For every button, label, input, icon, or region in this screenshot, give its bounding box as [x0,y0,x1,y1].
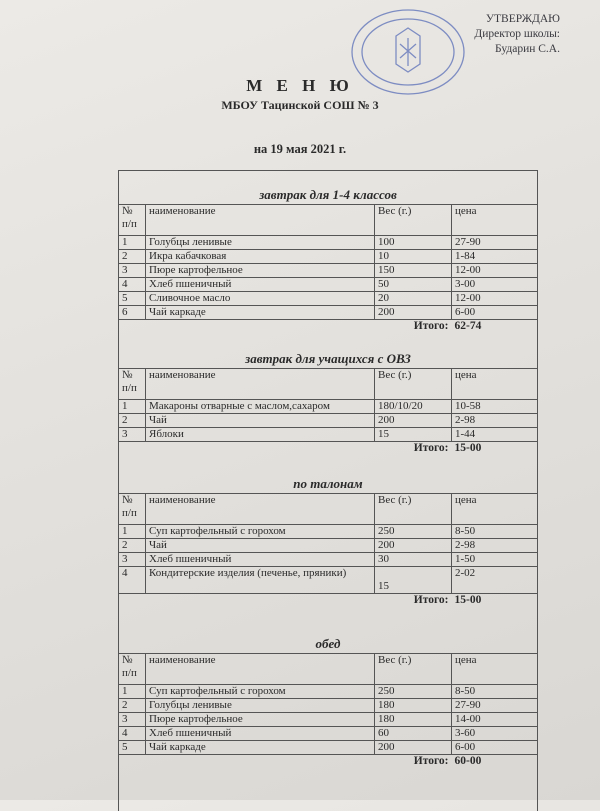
section-title: по талонам [293,476,363,491]
header-weight: Вес (г.) [375,494,452,525]
item-num: 3 [119,713,146,727]
header-price: цена [452,369,538,400]
menu-section [118,475,538,609]
item-weight: 200 [375,414,452,428]
item-price: 10-58 [452,400,538,414]
item-weight: 200 [375,539,452,553]
item-price: 2-02 [452,567,538,594]
header-num: № п/п [119,205,146,236]
item-num: 2 [119,699,146,713]
total-label: Итого: [119,442,452,458]
table-row [119,685,538,699]
item-price: 8-50 [452,685,538,699]
item-num: 3 [119,264,146,278]
item-name: Чай [146,414,375,428]
item-price: 27-90 [452,699,538,713]
menu-title: М Е Н Ю [246,76,354,95]
table-row [119,553,538,567]
item-name: Макароны отварные с маслом,сахаром [146,400,375,414]
table-row [119,539,538,553]
approval-line-2: Директор школы: [474,28,560,40]
item-weight: 10 [375,250,452,264]
section-title: обед [315,636,341,651]
menu-section [118,186,538,335]
approval-line-3: Бударин С.А. [495,43,560,55]
header-num: № п/п [119,654,146,685]
item-num: 4 [119,727,146,741]
total-value: 15-00 [452,594,538,610]
total-label: Итого: [119,320,452,336]
item-weight: 15 [375,567,452,594]
item-weight: 50 [375,278,452,292]
item-name: Суп картофельный с горохом [146,685,375,699]
item-num: 4 [119,567,146,594]
header-num: № п/п [119,494,146,525]
table-row [119,713,538,727]
menu-table [118,368,538,457]
table-row [119,236,538,250]
item-weight: 200 [375,741,452,755]
item-price: 6-00 [452,306,538,320]
table-row [119,428,538,442]
header-weight: Вес (г.) [375,654,452,685]
total-label: Итого: [119,755,452,771]
item-weight: 20 [375,292,452,306]
item-num: 1 [119,236,146,250]
table-row [119,306,538,320]
header-name: наименование [146,205,375,236]
table-row [119,278,538,292]
item-price: 12-00 [452,264,538,278]
table-row [119,250,538,264]
item-num: 1 [119,400,146,414]
item-name: Хлеб пшеничный [146,727,375,741]
item-name: Икра кабачковая [146,250,375,264]
item-price: 12-00 [452,292,538,306]
item-weight: 200 [375,306,452,320]
item-price: 1-84 [452,250,538,264]
item-name: Пюре картофельное [146,713,375,727]
item-num: 3 [119,428,146,442]
total-row [119,594,538,610]
item-num: 1 [119,525,146,539]
item-price: 2-98 [452,539,538,553]
header-weight: Вес (г.) [375,205,452,236]
item-name: Хлеб пшеничный [146,278,375,292]
total-row [119,320,538,336]
item-price: 14-00 [452,713,538,727]
menu-section [118,635,538,770]
item-weight: 250 [375,525,452,539]
header-name: наименование [146,369,375,400]
header-name: наименование [146,494,375,525]
table-row [119,400,538,414]
item-weight: 250 [375,685,452,699]
item-num: 4 [119,278,146,292]
header-price: цена [452,205,538,236]
item-weight: 180/10/20 [375,400,452,414]
table-header [119,494,538,525]
total-row [119,755,538,771]
item-price: 1-44 [452,428,538,442]
menu-table [118,204,538,335]
item-weight: 100 [375,236,452,250]
item-name: Голубцы ленивые [146,699,375,713]
item-weight: 180 [375,699,452,713]
table-row [119,292,538,306]
item-name: Пюре картофельное [146,264,375,278]
menu-date: на 19 мая 2021 г. [253,142,347,156]
item-name: Чай каркаде [146,741,375,755]
item-name: Суп картофельный с горохом [146,525,375,539]
item-num: 6 [119,306,146,320]
item-num: 3 [119,553,146,567]
item-name: Кондитерские изделия (печенье, пряники) [146,567,375,594]
item-num: 5 [119,292,146,306]
total-value: 60-00 [452,755,538,771]
item-name: Хлеб пшеничный [146,553,375,567]
header-price: цена [452,494,538,525]
approval-line-1: УТВЕРЖДАЮ [485,13,560,25]
section-title: завтрак для учащихся с ОВЗ [245,351,411,366]
header-name: наименование [146,654,375,685]
table-row [119,264,538,278]
item-price: 6-00 [452,741,538,755]
item-price: 8-50 [452,525,538,539]
menu-table [118,493,538,609]
school-name: МБОУ Тацинской СОШ № 3 [221,98,379,112]
item-name: Чай [146,539,375,553]
menu-section [118,350,538,457]
item-price: 3-00 [452,278,538,292]
item-price: 1-50 [452,553,538,567]
item-num: 1 [119,685,146,699]
header-num: № п/п [119,369,146,400]
item-name: Сливочное масло [146,292,375,306]
table-header [119,369,538,400]
item-price: 2-98 [452,414,538,428]
table-row [119,741,538,755]
table-row [119,567,538,594]
total-value: 62-74 [452,320,538,336]
total-row [119,442,538,458]
approval-block [474,12,560,57]
table-row [119,525,538,539]
item-weight: 30 [375,553,452,567]
table-row [119,699,538,713]
menu-table [118,653,538,770]
table-header [119,654,538,685]
header-price: цена [452,654,538,685]
header-weight: Вес (г.) [375,369,452,400]
table-row [119,727,538,741]
item-num: 2 [119,539,146,553]
section-title: завтрак для 1-4 классов [259,187,397,202]
total-label: Итого: [119,594,452,610]
item-weight: 15 [375,428,452,442]
item-weight: 60 [375,727,452,741]
item-price: 3-60 [452,727,538,741]
item-weight: 180 [375,713,452,727]
item-name: Чай каркаде [146,306,375,320]
item-name: Голубцы ленивые [146,236,375,250]
table-header [119,205,538,236]
item-price: 27-90 [452,236,538,250]
item-weight: 150 [375,264,452,278]
item-num: 2 [119,414,146,428]
table-row [119,414,538,428]
total-value: 15-00 [452,442,538,458]
item-num: 2 [119,250,146,264]
item-name: Яблоки [146,428,375,442]
item-num: 5 [119,741,146,755]
